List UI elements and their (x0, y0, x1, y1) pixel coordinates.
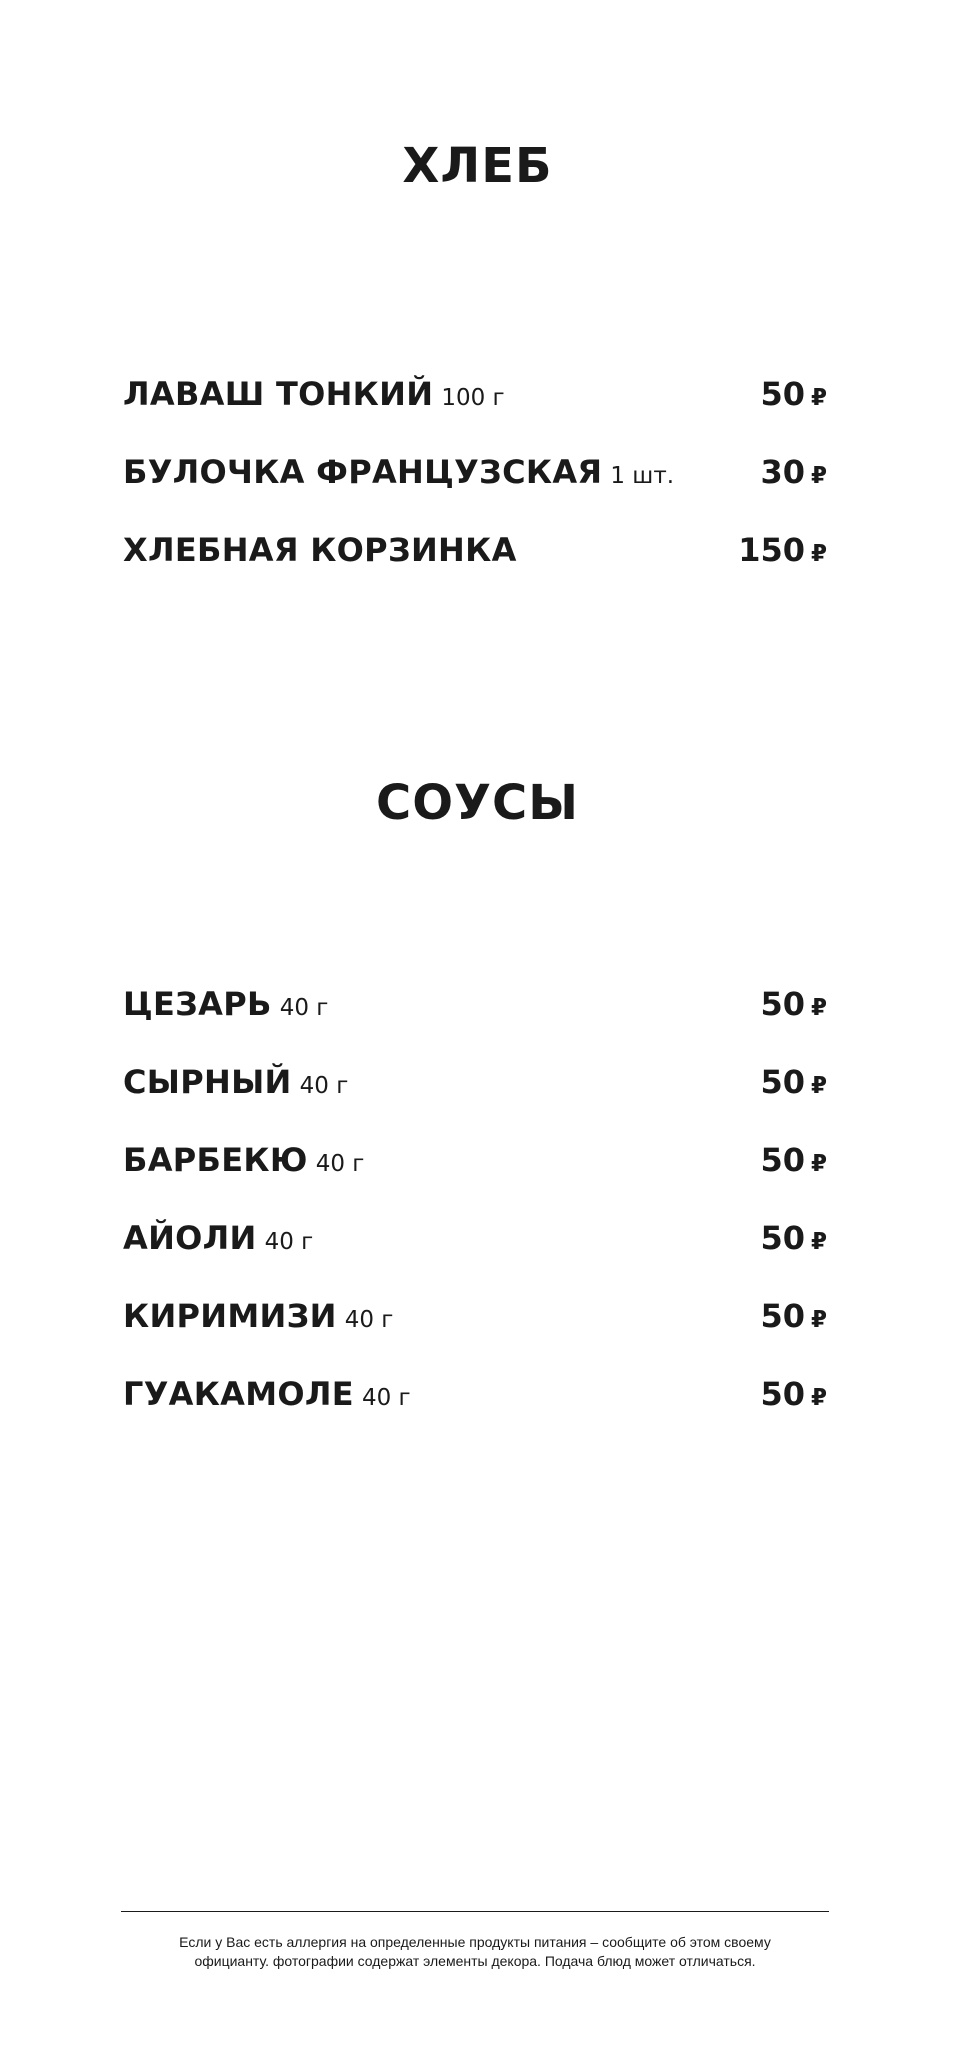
item-price (760, 374, 827, 418)
item-price (760, 984, 827, 1028)
currency-symbol: ₽ (810, 995, 827, 1021)
menu-item (123, 1062, 827, 1140)
currency-symbol: ₽ (810, 1307, 827, 1333)
price-value: 50 (760, 1297, 805, 1335)
currency-symbol: ₽ (810, 1073, 827, 1099)
item-name: БАРБЕКЮ (123, 1141, 308, 1179)
price-value: 150 (738, 531, 805, 569)
item-portion: 40 г (299, 1073, 349, 1099)
price-value: 50 (760, 1375, 805, 1413)
item-price (760, 1062, 827, 1106)
price-value: 50 (760, 985, 805, 1023)
currency-symbol: ₽ (810, 463, 827, 489)
item-portion: 1 шт. (610, 463, 675, 489)
section-title-bread: ХЛЕБ (402, 138, 553, 194)
item-name: ЛАВАШ ТОНКИЙ (123, 375, 434, 413)
item-name: ГУАКАМОЛЕ (123, 1375, 354, 1413)
item-left (123, 452, 674, 498)
item-name: АЙОЛИ (123, 1219, 257, 1257)
item-name: СЫРНЫЙ (123, 1063, 292, 1101)
item-portion: 40 г (264, 1229, 314, 1255)
item-left (123, 1062, 348, 1108)
item-portion: 40 г (279, 995, 329, 1021)
price-value: 30 (760, 453, 805, 491)
item-price (738, 530, 827, 574)
currency-symbol: ₽ (810, 1385, 827, 1411)
item-portion: 40 г (344, 1307, 394, 1333)
menu-item (123, 530, 827, 608)
item-price (760, 1296, 827, 1340)
item-name: БУЛОЧКА ФРАНЦУЗСКАЯ (123, 453, 603, 491)
item-price (760, 1218, 827, 1262)
allergy-note-line-1: Если у Вас есть аллергия на определенные продукты питания – сообщите об этом своему (179, 1934, 771, 1950)
currency-symbol: ₽ (810, 1151, 827, 1177)
menu-item (123, 1218, 827, 1296)
item-left (123, 530, 525, 576)
item-left (123, 1218, 313, 1264)
allergy-note (121, 1933, 829, 1971)
menu-list-bread (123, 374, 827, 608)
price-value: 50 (760, 1219, 805, 1257)
item-name: ЦЕЗАРЬ (123, 985, 272, 1023)
section-title-sauces: СОУСЫ (376, 775, 579, 831)
menu-item (123, 1296, 827, 1374)
menu-item (123, 984, 827, 1062)
menu-item (123, 1140, 827, 1218)
footer-divider (121, 1911, 829, 1912)
item-left (123, 1374, 411, 1420)
item-portion: 40 г (315, 1151, 365, 1177)
item-left (123, 984, 328, 1030)
price-value: 50 (760, 375, 805, 413)
menu-item (123, 374, 827, 452)
item-price (760, 1140, 827, 1184)
price-value: 50 (760, 1063, 805, 1101)
item-left (123, 1140, 364, 1186)
item-price (760, 1374, 827, 1418)
menu-item (123, 1374, 827, 1452)
item-name: КИРИМИЗИ (123, 1297, 337, 1335)
currency-symbol: ₽ (810, 1229, 827, 1255)
item-left (123, 374, 505, 420)
menu-list-sauces (123, 984, 827, 1452)
item-price (760, 452, 827, 496)
menu-item (123, 452, 827, 530)
allergy-note-line-2: официанту. фотографии содержат элементы декора. Подача блюд может отличаться. (194, 1953, 756, 1969)
item-portion: 100 г (441, 385, 505, 411)
item-left (123, 1296, 393, 1342)
currency-symbol: ₽ (810, 385, 827, 411)
price-value: 50 (760, 1141, 805, 1179)
currency-symbol: ₽ (810, 541, 827, 567)
item-name: ХЛЕБНАЯ КОРЗИНКА (123, 531, 517, 569)
item-portion: 40 г (361, 1385, 411, 1411)
